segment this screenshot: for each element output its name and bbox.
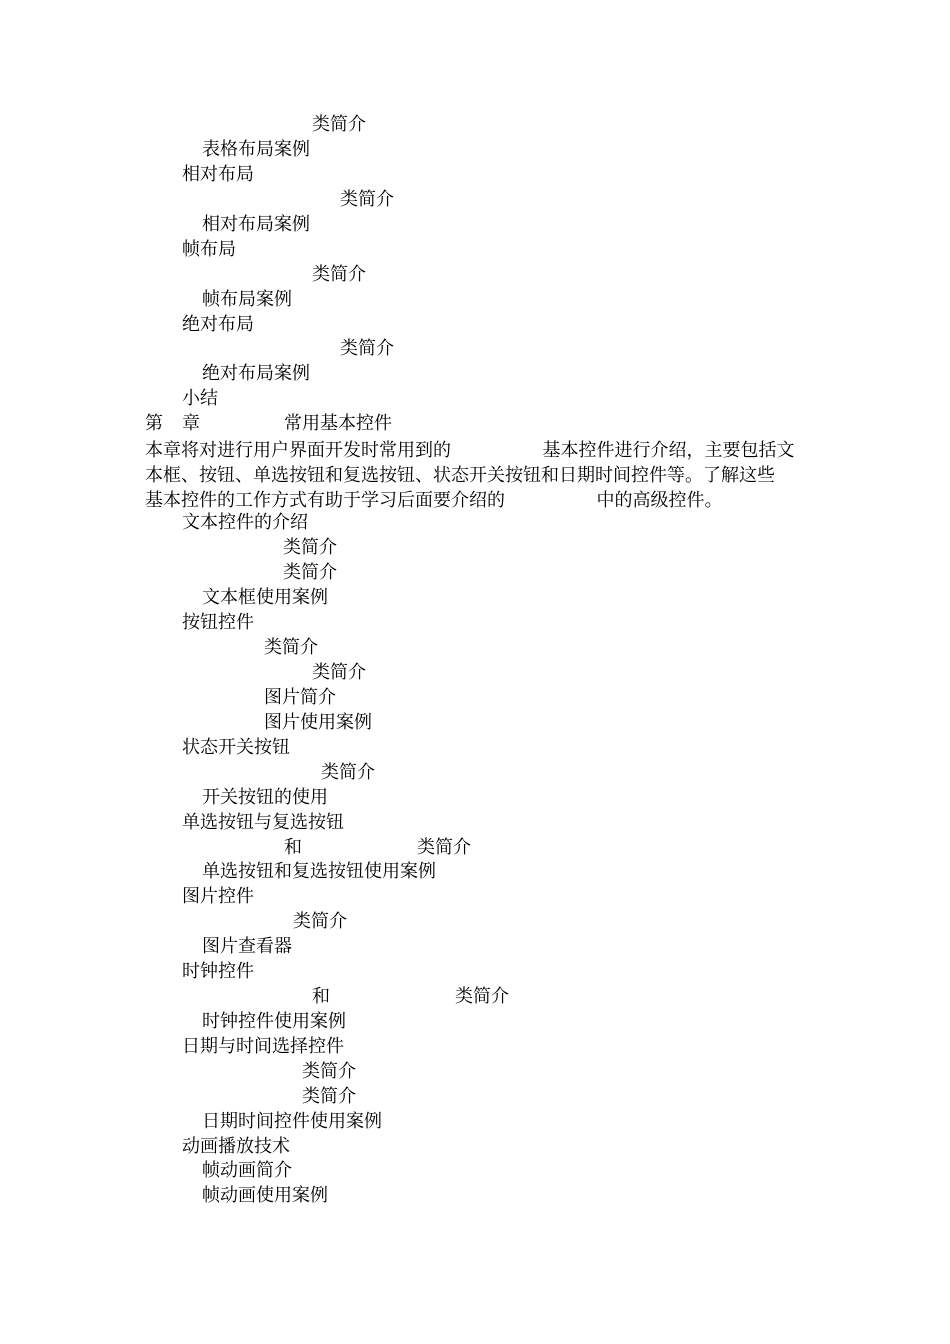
paragraph-line: 本框、按钮、单选按钮和复选按钮、状态开关按钮和日期时间控件等。了解这些 [145, 465, 775, 486]
toc-line: 类简介 [302, 1061, 356, 1082]
toc-line: 类简介 [455, 986, 509, 1007]
toc-line: 图片使用案例 [264, 712, 372, 733]
toc-line: 表格布局案例 [202, 139, 310, 160]
toc-line: 相对布局 [182, 164, 254, 185]
toc-line: 文本框使用案例 [202, 587, 328, 608]
toc-line: 帧布局 [182, 239, 236, 260]
toc-line: 类简介 [340, 189, 394, 210]
toc-line: 状态开关按钮 [182, 737, 290, 758]
toc-line: 和 [312, 986, 330, 1007]
chapter-heading-suffix: 章 [182, 413, 200, 434]
toc-line: 类简介 [312, 662, 366, 683]
toc-line: 类简介 [302, 1086, 356, 1107]
toc-line: 类简介 [340, 338, 394, 359]
toc-line: 和 [284, 837, 302, 858]
toc-line: 帧布局案例 [202, 289, 292, 310]
toc-line: 图片控件 [182, 886, 254, 907]
toc-line: 类简介 [321, 762, 375, 783]
toc-line: 文本控件的介绍 [182, 512, 308, 533]
chapter-intro-paragraph [145, 438, 810, 513]
toc-line: 时钟控件使用案例 [202, 1011, 346, 1032]
toc-line: 类简介 [417, 837, 471, 858]
toc-line: 类简介 [312, 264, 366, 285]
toc-line: 单选按钮与复选按钮 [182, 812, 344, 833]
toc-line: 类简介 [264, 637, 318, 658]
toc-line: 类简介 [293, 911, 347, 932]
toc-line: 开关按钮的使用 [202, 787, 328, 808]
paragraph-line: 基本控件的工作方式有助于学习后面要介绍的 中的高级控件。 [145, 490, 723, 511]
toc-line: 绝对布局案例 [202, 363, 310, 384]
toc-line: 绝对布局 [182, 314, 254, 335]
toc-line: 动画播放技术 [182, 1136, 290, 1157]
toc-line: 帧动画使用案例 [202, 1185, 328, 1206]
toc-line: 相对布局案例 [202, 214, 310, 235]
toc-line: 帧动画简介 [202, 1160, 292, 1181]
toc-line: 日期时间控件使用案例 [202, 1111, 382, 1132]
toc-line: 单选按钮和复选按钮使用案例 [202, 861, 436, 882]
toc-line: 小结 [182, 388, 218, 409]
toc-line: 按钮控件 [182, 612, 254, 633]
toc-line: 时钟控件 [182, 961, 254, 982]
chapter-heading-prefix: 第 [145, 413, 163, 434]
toc-line: 图片查看器 [202, 936, 292, 957]
paragraph-line: 本章将对进行用户界面开发时常用到的 基本控件进行介绍，主要包括文 [145, 440, 795, 461]
toc-line: 类简介 [283, 537, 337, 558]
toc-line: 日期与时间选择控件 [182, 1036, 344, 1057]
toc-line: 类简介 [283, 562, 337, 583]
toc-line: 图片简介 [264, 687, 336, 708]
toc-line: 类简介 [312, 114, 366, 135]
chapter-heading-title: 常用基本控件 [284, 413, 392, 434]
